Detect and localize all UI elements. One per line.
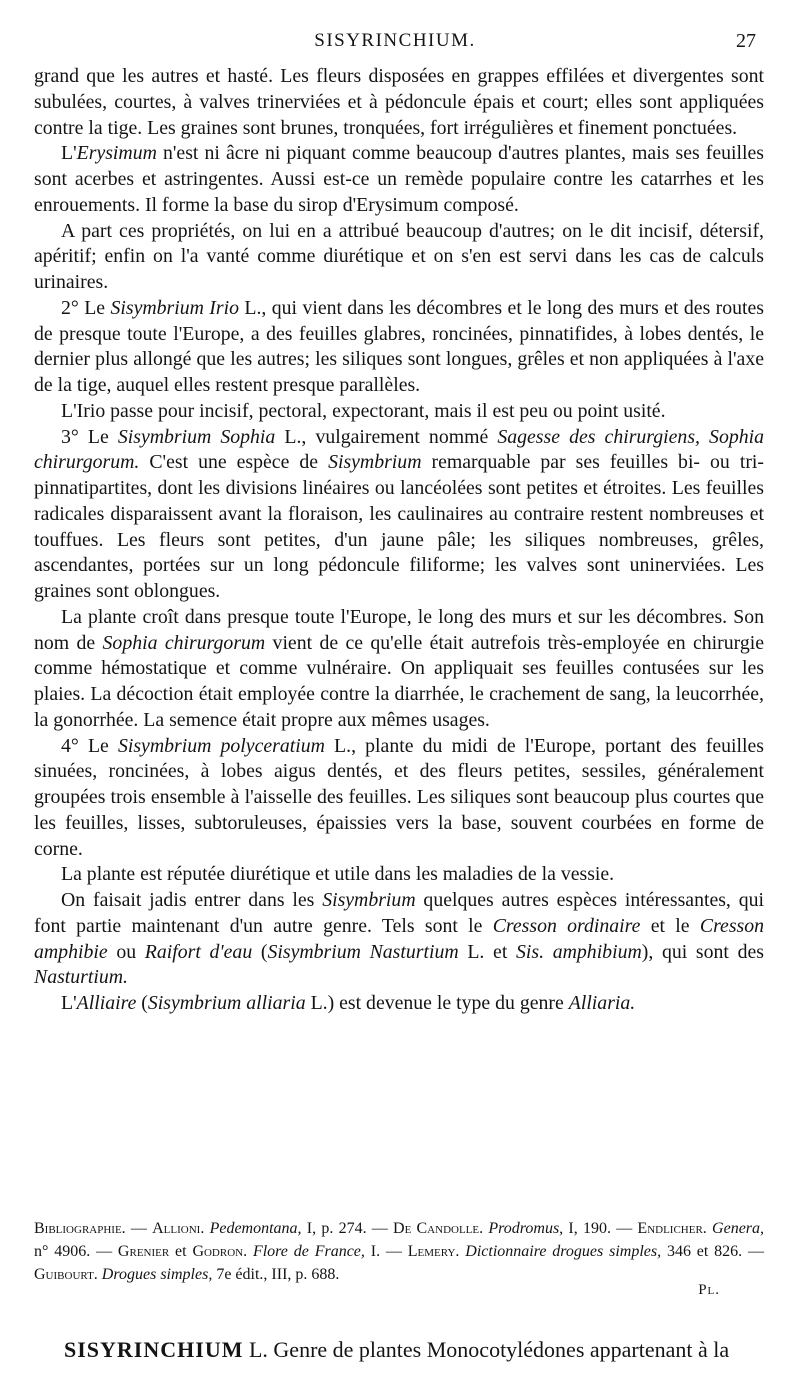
italic-text: Sisymbrium <box>328 451 422 474</box>
text-run: I, p. 274. — <box>301 1220 394 1237</box>
paragraph <box>34 734 764 863</box>
small-caps-text: Allioni. <box>152 1220 205 1237</box>
italic-text: Raifort d'eau <box>144 940 253 963</box>
paragraph <box>34 605 764 734</box>
italic-text: Sis. amphibium <box>516 940 642 963</box>
page-number: 27 <box>736 30 756 52</box>
small-caps-text: Godron. <box>192 1243 248 1260</box>
entry-text: L. Genre de plantes Monocotylédones appartenant à la <box>243 1337 730 1362</box>
text-run: 4° Le <box>61 734 118 757</box>
text-run: L'Irio passe pour incisif, pectoral, expectorant, mais il est peu ou point usité. <box>61 399 666 422</box>
text-run: I, 190. — <box>563 1220 638 1237</box>
paragraph <box>34 296 764 399</box>
italic-text: Sisymbrium Irio <box>110 296 239 319</box>
page-header <box>34 30 756 60</box>
text-run: ( <box>136 992 148 1014</box>
italic-text: Flore de France, <box>252 1243 365 1260</box>
italic-text: Genera, <box>712 1220 765 1237</box>
running-title: SISYRINCHIUM. <box>314 30 476 51</box>
text-run: L., plante du midi de l'Europe, portant des feuilles sinuées, roncinées, à lobes aigus dentés, et des fleurs petites, sessiles, généralement groupées trois ensemble à l'aisselle des feuilles. Les siliques sont beaucoup plus courtes que les feuilles, lisses, subtoruleuses, épaissies vers la base, souvent courbées en forme de corne. <box>34 734 764 860</box>
italic-text: Sisymbrium Sophia <box>117 425 276 448</box>
bibliography <box>34 1217 764 1286</box>
text-run: ou <box>107 940 145 963</box>
italic-text: Dictionnaire drogues simples, <box>465 1243 662 1260</box>
body-text <box>34 64 764 1017</box>
paragraph <box>34 64 764 141</box>
paragraph <box>34 888 764 991</box>
text-run: I. — <box>364 1243 408 1260</box>
text-run: ), qui sont des <box>641 940 764 963</box>
italic-text: Nasturtium. <box>34 966 128 989</box>
text-run: remarquable par ses feuilles bi- ou tri-pinnatipartites, dont les divisions linéaires ou lancéolées sont petites et étroites. Les feuilles radicales disparaissent avant la floraison, les caulinaires au contraire restent nombreuses et touffues. Les fleurs sont petites, d'un jaune pâle; les siliques nombreuses, grêles, ascendantes, portées sur un long pédoncule filiforme; les valves sont uninerviées. Les graines sont oblongues. <box>34 451 764 602</box>
italic-text: Alliaria. <box>568 992 636 1014</box>
text-run: n'est ni âcre ni piquant comme beaucoup d'autres plantes, mais ses feuilles sont acerbes et astringentes. Aussi est-ce un remède populaire contre les catarrhes et les enrouements. Il forme la base du sirop d'Erysimum composé. <box>34 142 764 216</box>
text-run: 3° Le <box>61 425 118 448</box>
italic-text: Sisymbrium polyceratium <box>117 734 325 757</box>
next-entry <box>64 1336 764 1364</box>
text-run: grand que les autres et hasté. Les fleurs disposées en grappes effilées et divergentes sont subulées, courtes, à valves trinerviées et à pédoncule épais et court; elles sont appliquées contre la tige. Les graines sont brunes, tronquées, fort irrégulières et finement ponctuées. <box>34 65 764 139</box>
small-caps-text: Guibourt. <box>34 1266 98 1283</box>
text-run: 2° Le <box>61 296 111 319</box>
text-run: La plante est réputée diurétique et utile dans les maladies de la vessie. <box>61 863 615 886</box>
text-run: et le <box>640 914 700 937</box>
paragraph <box>34 862 764 888</box>
paragraph <box>34 991 764 1017</box>
paragraph <box>34 219 764 296</box>
text-run: L., vulgairement nommé <box>275 425 498 448</box>
text-run: L' <box>61 992 77 1014</box>
small-caps-text: De Candolle. <box>393 1220 484 1237</box>
text-run: et <box>169 1243 193 1260</box>
italic-text: Erysimum <box>76 142 157 165</box>
small-caps-text: Grenier <box>117 1243 170 1260</box>
text-run: n° 4906. — <box>34 1243 118 1260</box>
text-run: — <box>125 1220 153 1237</box>
italic-text: Drogues simples, <box>101 1266 213 1283</box>
bibliography-text <box>34 1217 764 1286</box>
paragraph <box>34 399 764 425</box>
entry-headword: SISYRINCHIUM <box>64 1337 244 1362</box>
italic-text: Sisymbrium Nasturtium <box>267 940 459 963</box>
text-run: vient de ce qu'elle était autrefois très-employée en chirurgie comme hémostatique et comme vulnéraire. On appliquait ses feuilles contusées sur les plaies. La décoction était employée contre la diarrhée, le crachement de sang, la leucorrhée, la gonorrhée. La semence était propre aux mêmes usages. <box>34 631 764 731</box>
small-caps-text: Lemery. <box>407 1243 460 1260</box>
text-run: L' <box>61 142 77 165</box>
text-run: L. et <box>458 940 517 963</box>
text-run: On faisait jadis entrer dans les <box>61 889 323 911</box>
small-caps-text: Endlicher. <box>637 1220 707 1237</box>
text-run: 7e édit., III, p. 688. <box>212 1266 340 1283</box>
italic-text: Sagesse des chirurgiens, Sophia chirurgorum. <box>34 425 765 474</box>
author-signature: Pl. <box>698 1282 720 1298</box>
italic-text: Cresson ordinaire <box>492 914 641 937</box>
small-caps-text: Bibliographie. <box>34 1220 126 1237</box>
text-run: quelques autres espèces intéressantes, qui font partie maintenant d'un autre genre. Tels sont le <box>34 889 764 937</box>
text-run: L.) est devenue le type du genre <box>305 992 569 1014</box>
italic-text: Sophia chirurgorum <box>102 631 266 654</box>
italic-text: Sisymbrium <box>322 889 416 911</box>
text-run: L., qui vient dans les décombres et le long des murs et des routes de presque toute l'Europe, a des feuilles glabres, roncinées, pinnatifides, à lobes dentés, le dernier plus allongé que les autres; les siliques sont longues, grêles et non appliquées à l'axe de la tige, auquel elles restent presque parallèles. <box>34 296 765 396</box>
paragraph <box>34 141 764 218</box>
text-run: 346 et 826. — <box>661 1243 765 1260</box>
italic-text: Cresson amphibie <box>34 914 765 963</box>
italic-text: Prodromus, <box>488 1220 564 1237</box>
italic-text: Alliaire <box>76 992 137 1014</box>
italic-text: Sisymbrium alliaria <box>147 992 306 1014</box>
text-run: A part ces propriétés, on lui en a attribué beaucoup d'autres; on le dit incisif, détersif, apéritif; enfin on l'a vanté comme diurétique et on s'en est servi dans les cas de calculs urinaires. <box>34 219 764 293</box>
text-run: ( <box>252 940 268 963</box>
text-run: La plante croît dans presque toute l'Europe, le long des murs et sur les décombres. Son nom de <box>34 605 764 654</box>
italic-text: Pedemontana, <box>209 1220 302 1237</box>
paragraph <box>34 425 764 605</box>
text-run: C'est une espèce de <box>139 451 329 474</box>
